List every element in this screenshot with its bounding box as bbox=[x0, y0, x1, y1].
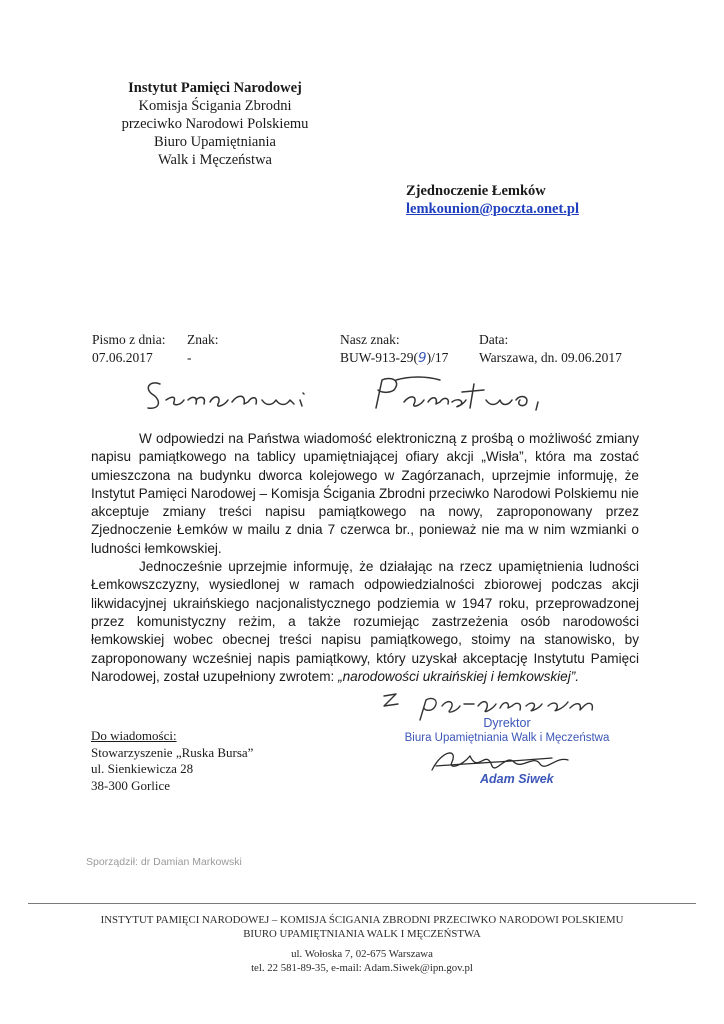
footer-divider bbox=[28, 903, 696, 904]
ref-your-letter-label: Pismo z dnia: bbox=[92, 332, 166, 347]
ref-your-letter bbox=[92, 331, 166, 367]
prepared-by: Sporządził: dr Damian Markowski bbox=[86, 856, 242, 868]
handwritten-salutation bbox=[140, 366, 560, 427]
recipient-name: Zjednoczenie Łemków bbox=[406, 183, 546, 199]
cc-line: Stowarzyszenie „Ruska Bursa” bbox=[91, 744, 254, 760]
ref-date-label: Data: bbox=[479, 332, 509, 347]
recipient-email-link[interactable]: lemkounion@poczta.onet.pl bbox=[406, 201, 580, 217]
footer bbox=[0, 913, 724, 976]
cc-block bbox=[91, 728, 253, 794]
sender-line: Walk i Męczeństwa bbox=[158, 152, 272, 168]
footer-line-2: BIURO UPAMIĘTNIANIA WALK I MĘCZEŃSTWA bbox=[243, 928, 481, 941]
cc-heading: Do wiadomości: bbox=[91, 728, 177, 743]
sender-line: przeciwko Narodowi Polskiemu bbox=[121, 116, 309, 132]
ref-our-sign-label: Nasz znak: bbox=[340, 332, 400, 347]
sender-line: Komisja Ścigania Zbrodni bbox=[138, 98, 292, 114]
cc-line: 38-300 Gorlice bbox=[91, 777, 171, 793]
sender-organization: Instytut Pamięci Narodowej bbox=[128, 80, 302, 96]
sender-block bbox=[100, 79, 330, 169]
sender-line: Biuro Upamiętniania bbox=[153, 134, 276, 150]
footer-contact: tel. 22 581-89-35, e-mail: Adam.Siwek@ipn.gov.pl bbox=[251, 962, 473, 975]
ref-sign-label: Znak: bbox=[187, 332, 219, 347]
footer-line-1: INSTYTUT PAMIĘCI NARODOWEJ – KOMISJA ŚCIGANIA ZBRODNI PRZECIWKO NARODOWI POLSKIEMU bbox=[100, 914, 624, 926]
ref-date bbox=[479, 331, 622, 367]
signature-area bbox=[362, 686, 652, 806]
letter-body bbox=[91, 430, 639, 686]
footer-address: ul. Wołoska 7, 02-675 Warszawa bbox=[291, 947, 433, 960]
ref-our-sign-value: BUW-913-29(9)/17 bbox=[340, 350, 449, 366]
recipient-block bbox=[406, 182, 579, 218]
cc-line: ul. Sienkiewicza 28 bbox=[91, 761, 194, 776]
stamp-unit: Biura Upamiętniania Walk i Męczeństwa bbox=[404, 732, 610, 744]
ref-date-value: Warszawa, dn. 09.06.2017 bbox=[479, 350, 622, 365]
stamp-title: Dyrektor bbox=[483, 716, 531, 730]
ref-your-letter-value: 07.06.2017 bbox=[92, 350, 153, 365]
ref-sign-value: - bbox=[187, 350, 192, 365]
ref-sign bbox=[187, 331, 219, 367]
handwritten-number: 9 bbox=[418, 350, 427, 366]
body-paragraph: Jednocześnie uprzejmie informuję, że działając na rzecz upamiętnienia ludności Łemkowszczyzny, wysiedlonej w ramach odpowiedzialności zbiorowej podczas akcji likwidacyjnej ukraińskiego nacjonalistycznego podziemia w 1947 roku, przeprowadzonej przez komunistyczny reżim, a także rozumiejąc zastrzeżenia osób narodowości łemkowskiej wobec obecnej treści napisu pamiątkowego, stoimy na stanowisko, by zaproponowany wcześniej napis pamiątkowy, który uzyskał akceptację Instytutu Pamięci Narodowej, został uzupełniony zwrotem: „narodowości ukraińskiej i łemkowskiej”. bbox=[91, 559, 639, 684]
ref-our-sign bbox=[340, 331, 448, 367]
body-quote: „narodowości ukraińskiej i łemkowskiej”. bbox=[338, 668, 580, 684]
body-paragraph: W odpowiedzi na Państwa wiadomość elektroniczną z prośbą o możliwość zmiany napisu pamiątkowego na tablicy upamiętniającej ofiary akcji „Wisła”, która ma zostać umieszczona na budynku dworca kolejowego w Zagórzanach, uprzejmie informuję, że Instytut Pamięci Narodowej – Komisja Ścigania Zbrodni przeciwko Narodowi Polskiemu nie akceptuje zmiany treści napisu pamiątkowego na nowy, zaproponowany przez Zjednoczenie Łemków w mailu z dnia 7 czerwca br., ponieważ nie ma w nim wzmianki o ludności łemkowskiej. bbox=[91, 431, 639, 556]
stamp-name: Adam Siwek bbox=[480, 772, 554, 786]
